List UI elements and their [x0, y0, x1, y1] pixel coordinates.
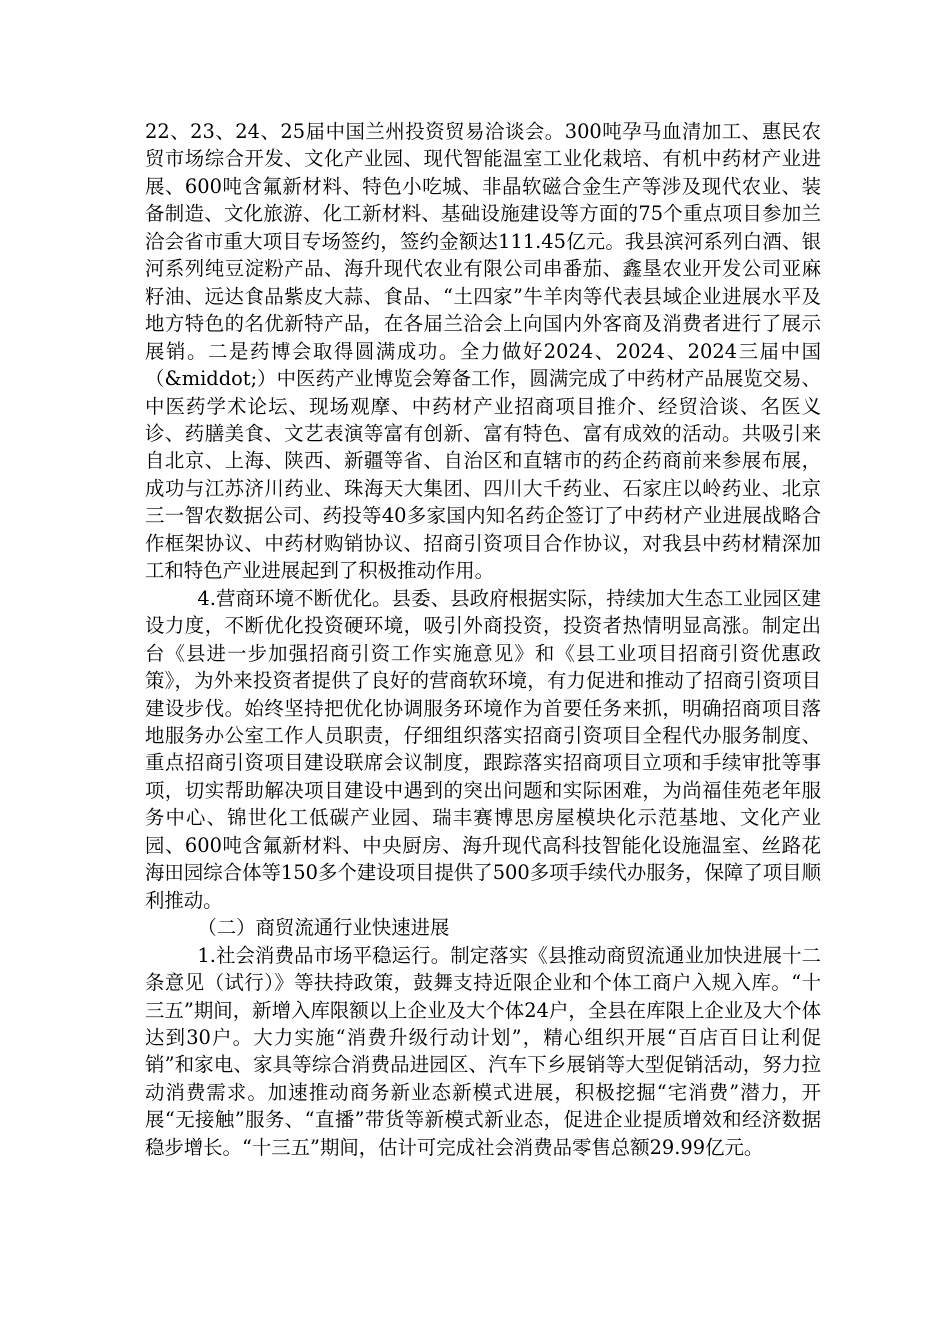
paragraph-investment-fairs: 22、23、24、25届中国兰州投资贸易洽谈会。300吨孕马血清加工、惠民农贸市场综合开发、文化产业园、现代智能温室工业化栽培、有机中药材产业进展、600吨含氟新材料、特色小吃城、非晶软磁合金生产等涉及现代农业、装备制造、文化旅游、化工新材料、基础设施建设等方面的75个重点项目参加兰洽会省市重大项目专场签约，签约金额达111.45亿元。我县滨河系列白酒、银河系列纯豆淀粉产品、海升现代农业有限公司串番茄、鑫垦农业开发公司亚麻籽油、远达食品紫皮大蒜、食品、“土四家”牛羊肉等代表县域企业进展水平及地方特色的名优新特产品，在各届兰洽会上向国内外客商及消费者进行了展示展销。二是药博会取得圆满成功。全力做好2024、2024、2024三届中国（&middot;）中医药产业博览会筹备工作，圆满完成了中药材产品展览交易、中医药学术论坛、现场观摩、中药材产业招商项目推介、经贸洽谈、名医义诊、药膳美食、文艺表演等富有创新、富有特色、富有成效的活动。共吸引来自北京、上海、陕西、新疆等省、自治区和直辖市的药企药商前来参展布展，成功与江苏济川药业、珠海天大集团、四川大千药业、石家庄以岭药业、北京三一智农数据公司、药投等40多家国内知名药企签订了中药材产业进展战略合作框架协议、中药材购销协议、招商引资项目合作协议，对我县中药材精深加工和特色产业进展起到了积极推动作用。: [145, 120, 821, 583]
paragraph-business-environment: 4.营商环境不断优化。县委、县政府根据实际，持续加大生态工业园区建设力度，不断优化投资硬环境，吸引外商投资，投资者热情明显高涨。制定出台《县进一步加强招商引资工作实施意见》和《县工业项目招商引资优惠政策》，为外来投资者提供了良好的营商软环境，有力促进和推动了招商引资项目建设步伐。始终坚持把优化协调服务环境作为首要任务来抓，明确招商项目落地服务办公室工作人员职责，仔细组织落实招商引资项目全程代办服务制度、重点招商引资项目建设联席会议制度，跟踪落实招商项目立项和手续审批等事项，切实帮助解决项目建设中遇到的突出问题和实际困难，为尚福佳苑老年服务中心、锦世化工低碳产业园、瑞丰赛博思房屋模块化示范基地、文化产业园、600吨含氟新材料、中央厨房、海升现代高科技智能化设施温室、丝路花海田园综合体等150多个建设项目提供了500多项手续代办服务，保障了项目顺利推动。: [145, 586, 821, 912]
section-heading-commerce: （二）商贸流通行业快速进展: [197, 916, 450, 940]
paragraph-consumer-market: 1.社会消费品市场平稳运行。制定落实《县推动商贸流通业加快进展十二条意见（试行）》等扶持政策，鼓舞支持近限企业和个体工商户入规入库。“十三五”期间，新增入库限额以上企业及大个体24户，全县在库限上企业及大个体达到30户。大力实施“消费升级行动计划”，精心组织开展“百店百日让利促销”和家电、家具等综合消费品进园区、汽车下乡展销等大型促销活动，努力拉动消费需求。加速推动商务新业态新模式进展，积极挖掘“宅消费”潜力，开展“无接触”服务、“直播”带货等新模式新业态，促进企业提质增效和经济数据稳步增长。“十三五”期间，估计可完成社会消费品零售总额29.99亿元。: [145, 943, 821, 1159]
document-page: [145, 118, 821, 1161]
